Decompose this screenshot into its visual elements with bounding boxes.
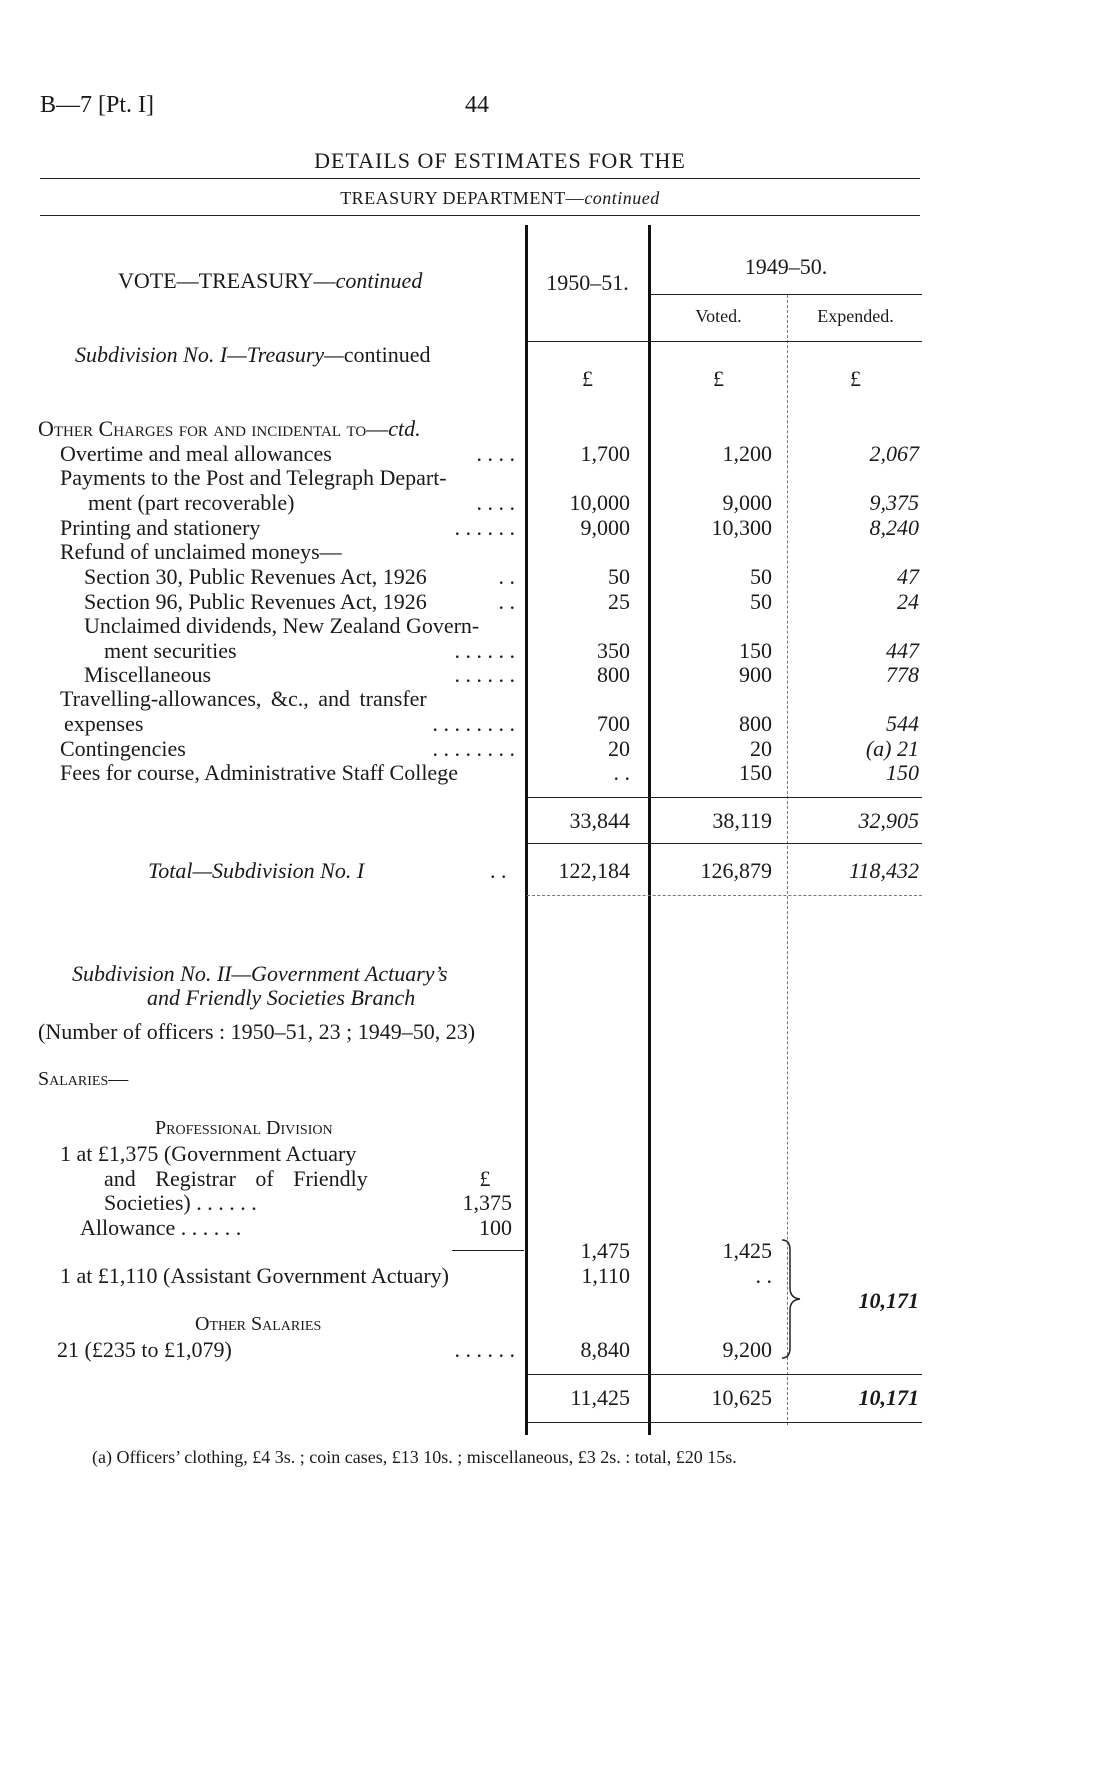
row-leader: . . . . bbox=[476, 490, 515, 515]
prof-total-1950: 1,475 bbox=[580, 1238, 630, 1263]
row-label: Fees for course, Administrative Staff College bbox=[60, 760, 458, 785]
row-leader: . . . . . . . . bbox=[432, 711, 515, 736]
row-expended: 778 bbox=[886, 662, 919, 687]
document-reference: B—7 [Pt. I] bbox=[40, 92, 154, 118]
prof-line3: Societies) . . . . . . bbox=[104, 1190, 257, 1215]
page-title: DETAILS OF ESTIMATES FOR THE bbox=[314, 148, 686, 173]
prof-total-voted: 1,425 bbox=[722, 1238, 772, 1263]
row-1950: 9,000 bbox=[580, 515, 630, 540]
other-salaries-heading: Other Salaries bbox=[195, 1313, 322, 1335]
row-leader: . . . . . . bbox=[454, 515, 515, 540]
subtotal-voted: 38,119 bbox=[712, 808, 772, 833]
rule-under-1949 bbox=[650, 294, 922, 295]
other-charges-heading: Other Charges for and incidental to—ctd. bbox=[38, 416, 421, 441]
row-expended: 2,067 bbox=[869, 441, 919, 466]
row-voted: 50 bbox=[750, 589, 772, 614]
row-label: Section 30, Public Revenues Act, 1926 bbox=[84, 564, 427, 589]
total-subdivision-1-1950: 122,184 bbox=[558, 858, 630, 883]
rule-under-column-heads bbox=[527, 341, 922, 342]
total-rule-top bbox=[527, 843, 922, 844]
subdivision-2-title-line2: and Friendly Societies Branch bbox=[147, 985, 416, 1010]
row-leader: . . bbox=[498, 589, 515, 614]
other-salaries-label: 21 (£235 to £1,079) bbox=[57, 1337, 232, 1362]
row-leader: . . . . . . bbox=[454, 662, 515, 687]
row-voted: 50 bbox=[750, 564, 772, 589]
row-voted: 150 bbox=[739, 638, 772, 663]
row-expended: 9,375 bbox=[869, 490, 919, 515]
subdivision-2-title-line1: Subdivision No. II—Government Actuary’s bbox=[72, 961, 448, 986]
asst-voted: . . bbox=[755, 1263, 772, 1288]
subdivision-2-total-1950: 11,425 bbox=[570, 1385, 630, 1410]
row-voted: 150 bbox=[739, 760, 772, 785]
row-label: Unclaimed dividends, New Zealand Govern- bbox=[84, 613, 480, 638]
subdivision-2-total-expended: 10,171 bbox=[858, 1385, 919, 1410]
row-label: Printing and stationery bbox=[60, 515, 261, 540]
total-subdivision-1-voted: 126,879 bbox=[700, 858, 772, 883]
row-label: Travelling-allowances, &c., and transfer bbox=[60, 686, 427, 711]
subtotal-expended: 32,905 bbox=[858, 808, 919, 833]
currency-voted: £ bbox=[713, 366, 724, 391]
title-rule bbox=[40, 178, 920, 179]
page-subtitle: TREASURY DEPARTMENT—continued bbox=[340, 188, 660, 208]
row-1950: . . bbox=[613, 760, 630, 785]
other-salaries-1950: 8,840 bbox=[580, 1337, 630, 1362]
row-leader: . . . . . . bbox=[454, 638, 515, 663]
row-label: Overtime and meal allowances bbox=[60, 441, 332, 466]
col-voted-heading: Voted. bbox=[695, 306, 742, 326]
prof-line1: 1 at £1,375 (Government Actuary bbox=[60, 1141, 357, 1166]
subdivision-2-total-rule-top bbox=[527, 1374, 922, 1375]
vote-heading: VOTE—TREASURY—continued bbox=[118, 268, 423, 293]
row-1950: 20 bbox=[608, 736, 630, 761]
row-expended: 150 bbox=[886, 760, 919, 785]
row-expended: 47 bbox=[897, 564, 919, 589]
allowance-amount: 100 bbox=[479, 1215, 512, 1240]
row-voted: 1,200 bbox=[722, 441, 772, 466]
row-expended: 447 bbox=[886, 638, 919, 663]
row-1950: 700 bbox=[597, 711, 630, 736]
total-leader: . . bbox=[490, 858, 507, 883]
subtitle-rule bbox=[40, 215, 920, 216]
row-leader: . . . . bbox=[476, 441, 515, 466]
salaries-heading: Salaries— bbox=[38, 1068, 129, 1090]
row-leader: . . . . . . . . bbox=[432, 736, 515, 761]
total-rule-bottom bbox=[527, 895, 922, 896]
row-1950: 1,700 bbox=[580, 441, 630, 466]
asst-actuary-label: 1 at £1,110 (Assistant Government Actuary) bbox=[60, 1263, 449, 1288]
allowance-label: Allowance . . . . . . bbox=[80, 1215, 242, 1240]
col-1949-heading: 1949–50. bbox=[744, 254, 828, 279]
subdivision-2-total-voted: 10,625 bbox=[711, 1385, 772, 1410]
row-label: expenses bbox=[64, 711, 144, 736]
subdivision-1-heading: Subdivision No. I—Treasury—continued bbox=[75, 342, 431, 367]
col-1950-heading: 1950–51. bbox=[546, 270, 629, 295]
currency-1950: £ bbox=[582, 366, 593, 391]
inner-sum-rule bbox=[452, 1250, 524, 1251]
row-expended: 544 bbox=[886, 711, 919, 736]
other-salaries-voted: 9,200 bbox=[722, 1337, 772, 1362]
subtotal-rule bbox=[527, 797, 922, 798]
subdivision-2-total-rule-bottom bbox=[527, 1422, 922, 1423]
row-voted: 900 bbox=[739, 662, 772, 687]
row-expended: (a) 21 bbox=[865, 736, 919, 761]
row-label: Payments to the Post and Telegraph Depart- bbox=[60, 465, 447, 490]
row-1950: 350 bbox=[597, 638, 630, 663]
row-1950: 25 bbox=[608, 589, 630, 614]
inner-currency: £ bbox=[479, 1166, 491, 1191]
row-voted: 10,300 bbox=[711, 515, 772, 540]
row-voted: 9,000 bbox=[722, 490, 772, 515]
row-leader: . . bbox=[498, 564, 515, 589]
professional-division-heading: Professional Division bbox=[155, 1117, 333, 1139]
row-label: ment (part recoverable) bbox=[88, 490, 295, 515]
asst-1950: 1,110 bbox=[581, 1263, 630, 1288]
footnote: (a) Officers’ clothing, £4 3s. ; coin cases, £13 10s. ; miscellaneous, £3 2s. : total, £20 15s. bbox=[92, 1447, 737, 1467]
row-label: Section 96, Public Revenues Act, 1926 bbox=[84, 589, 427, 614]
prof-amount: 1,375 bbox=[462, 1190, 512, 1215]
total-subdivision-1-expended: 118,432 bbox=[849, 858, 919, 883]
row-1950: 10,000 bbox=[569, 490, 630, 515]
prof-line2: and Registrar of Friendly bbox=[104, 1166, 368, 1191]
bracket-expended: 10,171 bbox=[858, 1288, 919, 1313]
row-voted: 800 bbox=[739, 711, 772, 736]
page-number: 44 bbox=[465, 92, 489, 118]
row-expended: 24 bbox=[897, 589, 919, 614]
row-label: Contingencies bbox=[60, 736, 186, 761]
currency-expended: £ bbox=[850, 366, 861, 391]
row-1950: 50 bbox=[608, 564, 630, 589]
total-subdivision-1-label: Total—Subdivision No. I bbox=[148, 858, 365, 883]
row-label: Refund of unclaimed moneys— bbox=[60, 539, 342, 564]
other-salaries-leader: . . . . . . bbox=[454, 1337, 515, 1362]
officers-count: (Number of officers : 1950–51, 23 ; 1949–50, 23) bbox=[38, 1019, 476, 1044]
row-expended: 8,240 bbox=[869, 515, 919, 540]
subtotal-1950: 33,844 bbox=[569, 808, 630, 833]
row-label: Miscellaneous bbox=[84, 662, 212, 687]
row-voted: 20 bbox=[750, 736, 772, 761]
row-label: ment securities bbox=[104, 638, 237, 663]
col-expended-heading: Expended. bbox=[817, 306, 894, 326]
row-1950: 800 bbox=[597, 662, 630, 687]
